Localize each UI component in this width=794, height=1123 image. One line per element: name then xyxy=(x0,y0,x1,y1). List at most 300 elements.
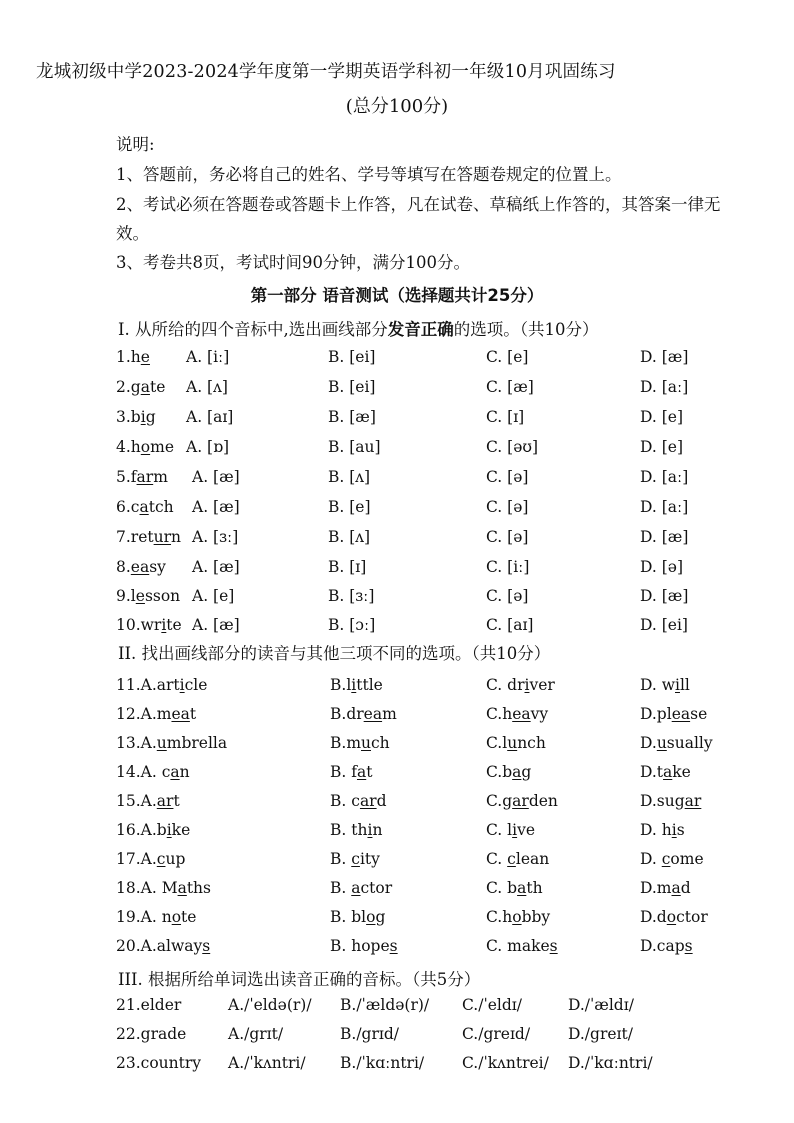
option-d: D. [æ] xyxy=(640,528,689,546)
word-post: up xyxy=(165,850,186,868)
word-pre: 14.A. c xyxy=(116,763,171,781)
question-row xyxy=(0,763,794,789)
word-with-underline xyxy=(330,676,383,694)
option-d xyxy=(640,821,685,839)
question-row xyxy=(0,528,794,554)
word-pre: D. h xyxy=(640,821,672,839)
word-pre: C. b xyxy=(486,879,518,897)
option-d: D. [aː] xyxy=(640,468,689,486)
word-pre: 8. xyxy=(116,558,131,576)
word-with-underline xyxy=(486,676,555,694)
underlined-letters: a xyxy=(517,879,527,897)
question-stem xyxy=(116,587,180,605)
option-c xyxy=(486,705,548,723)
word-pre: D. xyxy=(640,850,662,868)
underlined-letters: ar xyxy=(684,792,702,810)
question-row xyxy=(0,498,794,524)
section-1-heading xyxy=(118,316,599,340)
option-d xyxy=(640,705,707,723)
word-with-underline xyxy=(486,908,550,926)
word-post: sually xyxy=(666,734,713,752)
option-d xyxy=(640,879,691,897)
word-post: t xyxy=(173,792,180,810)
instruction-item: 1、答题前，务必将自己的姓名、学号等填写在答题卷规定的位置上。 xyxy=(116,165,622,184)
part1-title: 第一部分 语音测试（选择题共计25分） xyxy=(250,286,544,305)
word-pre: 9.l xyxy=(116,587,136,605)
word-post: te xyxy=(166,616,182,634)
word-with-underline xyxy=(486,821,535,839)
question-stem xyxy=(116,438,174,456)
option-c xyxy=(486,879,543,897)
word-with-underline xyxy=(640,850,704,868)
word-post: lean xyxy=(515,850,550,868)
underlined-letters: ea xyxy=(363,705,383,723)
option-c: C./ˈkʌntrei/ xyxy=(462,1054,549,1072)
word-with-underline xyxy=(486,879,543,897)
underlined-letters: c xyxy=(507,850,516,868)
word-pre: 5.f xyxy=(116,468,137,486)
word-post: t xyxy=(366,763,373,781)
question-row xyxy=(0,734,794,760)
word-pre: B.m xyxy=(330,734,362,752)
underlined-letters: c xyxy=(156,850,166,868)
word-pre: C. make xyxy=(486,937,550,955)
option-b xyxy=(330,792,387,810)
underlined-letters: i xyxy=(367,821,373,839)
word-with-underline xyxy=(116,850,185,868)
word-with-underline xyxy=(330,734,390,752)
word-post: te xyxy=(181,908,197,926)
option-d xyxy=(640,908,708,926)
word-with-underline xyxy=(116,792,180,810)
option-c: C. [ɪ] xyxy=(486,408,525,426)
exam-subtitle: (总分100分) xyxy=(345,96,449,117)
underlined-letters: a xyxy=(512,763,522,781)
option-a: A. [aɪ] xyxy=(186,408,234,426)
word-with-underline xyxy=(640,879,691,897)
option-c xyxy=(486,821,535,839)
word-with-underline xyxy=(116,378,165,396)
option-d: D. [aː] xyxy=(640,498,689,516)
option-b xyxy=(330,676,383,694)
option-d: D. [aː] xyxy=(640,378,689,396)
option-b xyxy=(330,850,380,868)
underlined-letters: a xyxy=(671,879,681,897)
word-with-underline xyxy=(116,408,156,426)
option-d: D. [æ] xyxy=(640,348,689,366)
underlined-letters: o xyxy=(666,908,677,926)
word-post: m xyxy=(382,705,397,723)
word-with-underline xyxy=(330,763,372,781)
word-pre: D.cap xyxy=(640,937,685,955)
option-a: A./ˈkʌntri/ xyxy=(228,1054,306,1072)
word-post: ome xyxy=(670,850,704,868)
option-c: C. [ə] xyxy=(486,468,529,486)
word-with-underline xyxy=(116,528,181,546)
word-pre: C.h xyxy=(486,705,513,723)
word-post: ity xyxy=(359,850,380,868)
option-d xyxy=(640,937,693,955)
option-c xyxy=(486,734,546,752)
question-row xyxy=(0,821,794,847)
option-d: D./ˈkɑːntri/ xyxy=(568,1054,653,1072)
word-with-underline xyxy=(640,821,685,839)
word-with-underline xyxy=(330,821,382,839)
option-b: B. [e] xyxy=(328,498,371,516)
word-post: ttle xyxy=(356,676,383,694)
word-with-underline xyxy=(640,734,713,752)
option-c: C. [æ] xyxy=(486,378,534,396)
word-post: g xyxy=(145,408,156,426)
word-post: ctor xyxy=(676,908,708,926)
question-word: 21.elder xyxy=(116,996,182,1014)
underlined-letters: c xyxy=(351,850,360,868)
question-stem xyxy=(116,498,174,516)
word-pre: 16.A.b xyxy=(116,821,167,839)
option-d: D./greɪt/ xyxy=(568,1025,633,1043)
underlined-letters: u xyxy=(507,734,518,752)
option-a xyxy=(116,850,185,868)
word-pre: B. c xyxy=(330,792,360,810)
option-a xyxy=(116,937,210,955)
underlined-letters: ea xyxy=(171,705,190,723)
word-pre: D.m xyxy=(640,879,672,897)
word-post: ke xyxy=(171,821,191,839)
option-b: B./ˈkɑːntri/ xyxy=(340,1054,425,1072)
word-with-underline xyxy=(116,937,210,955)
option-b xyxy=(330,879,392,897)
question-stem xyxy=(116,468,168,486)
underlined-letters: o xyxy=(366,908,376,926)
word-post: den xyxy=(528,792,558,810)
option-b: B. [ei] xyxy=(328,378,376,396)
underlined-letters: e xyxy=(140,348,150,366)
instructions-heading: 说明: xyxy=(116,135,155,154)
underlined-letters: o xyxy=(512,908,522,926)
word-pre: 18.A. M xyxy=(116,879,178,897)
word-pre: B.l xyxy=(330,676,352,694)
word-with-underline xyxy=(116,676,207,694)
option-c xyxy=(486,908,550,926)
option-c: C. [iː] xyxy=(486,558,530,576)
word-post: sson xyxy=(144,587,181,605)
underlined-letters: s xyxy=(684,937,693,955)
underlined-letters: i xyxy=(179,676,185,694)
word-post: t xyxy=(189,705,197,723)
underlined-letters: a xyxy=(351,879,361,897)
word-with-underline xyxy=(330,908,385,926)
word-post: ll xyxy=(679,676,690,694)
option-a: A. [æ] xyxy=(192,498,240,516)
word-with-underline xyxy=(116,763,190,781)
word-post: me xyxy=(150,438,174,456)
word-pre: 15.A. xyxy=(116,792,157,810)
underlined-letters: i xyxy=(166,821,172,839)
question-row xyxy=(0,408,794,434)
exam-title: 龙城初级中学2023-2024学年度第一学期英语学科初一年级10月巩固练习 xyxy=(36,62,616,82)
option-b: B. [ʌ] xyxy=(328,528,371,546)
section-3-heading: III. 根据所给单词选出读音正确的音标。（共5分） xyxy=(118,970,481,989)
word-post: sy xyxy=(149,558,166,576)
word-with-underline xyxy=(486,937,558,955)
word-pre: 6.c xyxy=(116,498,140,516)
question-stem xyxy=(116,558,166,576)
underlined-letters: ea xyxy=(130,558,150,576)
word-post: ver xyxy=(529,676,555,694)
word-with-underline xyxy=(116,821,190,839)
word-pre: D.t xyxy=(640,763,664,781)
option-a: A. [ɜː] xyxy=(192,528,239,546)
question-stem xyxy=(116,378,165,396)
underlined-letters: i xyxy=(351,676,357,694)
word-post: th xyxy=(526,879,543,897)
word-with-underline xyxy=(330,850,380,868)
question-row xyxy=(0,438,794,464)
option-a xyxy=(116,763,190,781)
word-with-underline xyxy=(486,763,531,781)
word-pre: D.pl xyxy=(640,705,672,723)
option-a: A. [æ] xyxy=(192,558,240,576)
word-post: ths xyxy=(186,879,211,897)
question-row xyxy=(0,587,794,613)
option-a: A. [ɒ] xyxy=(186,438,230,456)
option-d: D. [æ] xyxy=(640,587,689,605)
option-d xyxy=(640,734,713,752)
word-post: d xyxy=(680,879,691,897)
option-d: D. [e] xyxy=(640,438,683,456)
word-pre: B.dr xyxy=(330,705,364,723)
underlined-letters: a xyxy=(356,763,367,781)
underlined-letters: ur xyxy=(153,528,172,546)
word-post: ctor xyxy=(360,879,393,897)
word-pre: B. bl xyxy=(330,908,367,926)
word-pre: 19.A. n xyxy=(116,908,172,926)
underlined-letters: i xyxy=(524,676,530,694)
word-pre: B. th xyxy=(330,821,368,839)
underlined-letters: ar xyxy=(359,792,377,810)
option-a: A. [ʌ] xyxy=(186,378,228,396)
question-row xyxy=(0,850,794,876)
word-post: bby xyxy=(521,908,551,926)
word-with-underline xyxy=(116,348,150,366)
word-with-underline xyxy=(486,850,549,868)
word-with-underline xyxy=(116,468,168,486)
word-with-underline xyxy=(116,705,196,723)
underlined-letters: a xyxy=(663,763,673,781)
underlined-letters: o xyxy=(171,908,182,926)
word-pre: D.sug xyxy=(640,792,685,810)
word-pre: 7.ret xyxy=(116,528,154,546)
question-row xyxy=(0,616,794,642)
option-a: A. [æ] xyxy=(192,468,240,486)
word-pre: B. xyxy=(330,850,352,868)
question-row xyxy=(0,378,794,404)
question-row xyxy=(0,996,794,1022)
option-a: A. [e] xyxy=(192,587,235,605)
option-b: B. [ɔː] xyxy=(328,616,376,634)
option-a xyxy=(116,792,180,810)
option-c: C. [e] xyxy=(486,348,529,366)
option-b: B. [ʌ] xyxy=(328,468,371,486)
option-b xyxy=(330,763,372,781)
word-post: s xyxy=(676,821,685,839)
word-pre: 3.b xyxy=(116,408,141,426)
underlined-letters: u xyxy=(361,734,371,752)
underlined-letters: i xyxy=(671,821,677,839)
question-word: 22.grade xyxy=(116,1025,187,1043)
word-post: te xyxy=(149,378,166,396)
underlined-letters: a xyxy=(170,763,180,781)
word-with-underline xyxy=(116,879,211,897)
question-row xyxy=(0,879,794,905)
word-with-underline xyxy=(640,705,707,723)
section-1-heading-post: 的选项。（共10分） xyxy=(453,320,599,339)
word-with-underline xyxy=(640,763,691,781)
word-with-underline xyxy=(116,587,180,605)
word-post: ch xyxy=(371,734,390,752)
option-c: C./greɪd/ xyxy=(462,1025,531,1043)
option-c xyxy=(486,676,555,694)
option-d xyxy=(640,676,690,694)
word-post: g xyxy=(375,908,386,926)
option-b xyxy=(330,705,397,723)
option-b: B./ˈældə(r)/ xyxy=(340,996,430,1014)
word-with-underline xyxy=(330,879,392,897)
option-c xyxy=(486,850,549,868)
word-pre: 4.h xyxy=(116,438,141,456)
word-post: vy xyxy=(530,705,549,723)
underlined-letters: a xyxy=(177,879,187,897)
option-d: D./ˈældɪ/ xyxy=(568,996,634,1014)
word-with-underline xyxy=(640,792,701,810)
option-b xyxy=(330,908,385,926)
underlined-letters: s xyxy=(549,937,558,955)
word-pre: 11.A.art xyxy=(116,676,180,694)
question-row xyxy=(0,1054,794,1080)
option-a xyxy=(116,705,196,723)
section-2-heading: II. 找出画线部分的读音与其他三项不同的选项。（共10分） xyxy=(118,644,551,663)
word-post: nch xyxy=(517,734,546,752)
option-d: D. [ə] xyxy=(640,558,683,576)
option-c xyxy=(486,937,558,955)
word-with-underline xyxy=(116,438,174,456)
underlined-letters: i xyxy=(140,408,146,426)
word-post: n xyxy=(179,763,190,781)
option-d: D. [ei] xyxy=(640,616,688,634)
word-pre: D.d xyxy=(640,908,667,926)
option-c: C. [ə] xyxy=(486,587,529,605)
option-c: C./ˈeldɪ/ xyxy=(462,996,522,1014)
word-post: d xyxy=(376,792,387,810)
underlined-letters: ar xyxy=(156,792,174,810)
underlined-letters: u xyxy=(156,734,167,752)
question-row xyxy=(0,705,794,731)
underlined-letters: i xyxy=(675,676,680,694)
word-pre: C.b xyxy=(486,763,513,781)
question-stem xyxy=(116,348,150,366)
word-with-underline xyxy=(486,792,558,810)
underlined-letters: s xyxy=(202,937,211,955)
word-post: n xyxy=(372,821,383,839)
option-b: B. [æ] xyxy=(328,408,376,426)
word-post: n xyxy=(171,528,181,546)
underlined-letters: a xyxy=(140,378,150,396)
word-with-underline xyxy=(116,734,227,752)
word-with-underline xyxy=(330,792,387,810)
underlined-letters: i xyxy=(161,616,167,634)
option-c xyxy=(486,763,531,781)
option-c xyxy=(486,792,558,810)
question-row xyxy=(0,1025,794,1051)
option-b: B. [ɜː] xyxy=(328,587,375,605)
instruction-item: 3、考卷共8页，考试时间90分钟，满分100分。 xyxy=(116,253,470,272)
word-with-underline xyxy=(640,676,690,694)
option-a: A. [æ] xyxy=(192,616,240,634)
instruction-item: 2、考试必须在答题卷或答题卡上作答，凡在试卷、草稿纸上作答的，其答案一律无效。 xyxy=(116,195,721,243)
word-with-underline xyxy=(640,908,708,926)
question-row xyxy=(0,937,794,963)
option-b xyxy=(330,937,398,955)
word-post: tch xyxy=(148,498,174,516)
word-pre: 12.A.m xyxy=(116,705,172,723)
option-d xyxy=(640,763,691,781)
word-pre: D. xyxy=(640,734,657,752)
underlined-letters: e xyxy=(135,587,145,605)
word-pre: C.h xyxy=(486,908,513,926)
question-stem xyxy=(116,408,156,426)
underlined-letters: s xyxy=(389,937,398,955)
word-pre: 10.wr xyxy=(116,616,162,634)
underlined-letters: c xyxy=(661,850,671,868)
word-with-underline xyxy=(116,616,182,634)
word-pre: B. xyxy=(330,879,352,897)
word-post: mbrella xyxy=(166,734,228,752)
word-post: ve xyxy=(517,821,536,839)
word-pre: 13.A. xyxy=(116,734,157,752)
underlined-letters: ar xyxy=(512,792,529,810)
word-with-underline xyxy=(116,908,196,926)
option-c: C. [ə] xyxy=(486,528,529,546)
word-post: cle xyxy=(184,676,208,694)
word-pre: C. dr xyxy=(486,676,525,694)
question-row xyxy=(0,348,794,374)
option-b xyxy=(330,734,390,752)
option-d xyxy=(640,850,704,868)
word-pre: C. l xyxy=(486,821,513,839)
word-with-underline xyxy=(116,558,166,576)
option-b: B./grɪd/ xyxy=(340,1025,399,1043)
underlined-letters: ea xyxy=(512,705,531,723)
question-row xyxy=(0,676,794,702)
option-b: B. [ei] xyxy=(328,348,376,366)
option-b: B. [ɪ] xyxy=(328,558,367,576)
option-d xyxy=(640,792,701,810)
word-with-underline xyxy=(116,498,174,516)
word-pre: C.g xyxy=(486,792,513,810)
question-stem xyxy=(116,528,181,546)
word-pre: 2.g xyxy=(116,378,141,396)
word-post: m xyxy=(153,468,168,486)
option-b: B. [au] xyxy=(328,438,381,456)
word-pre: 1.h xyxy=(116,348,141,366)
word-post: g xyxy=(521,763,532,781)
option-a xyxy=(116,879,211,897)
option-b xyxy=(330,821,382,839)
word-post: se xyxy=(690,705,708,723)
word-with-underline xyxy=(330,705,397,723)
option-d: D. [e] xyxy=(640,408,683,426)
option-a xyxy=(116,908,196,926)
